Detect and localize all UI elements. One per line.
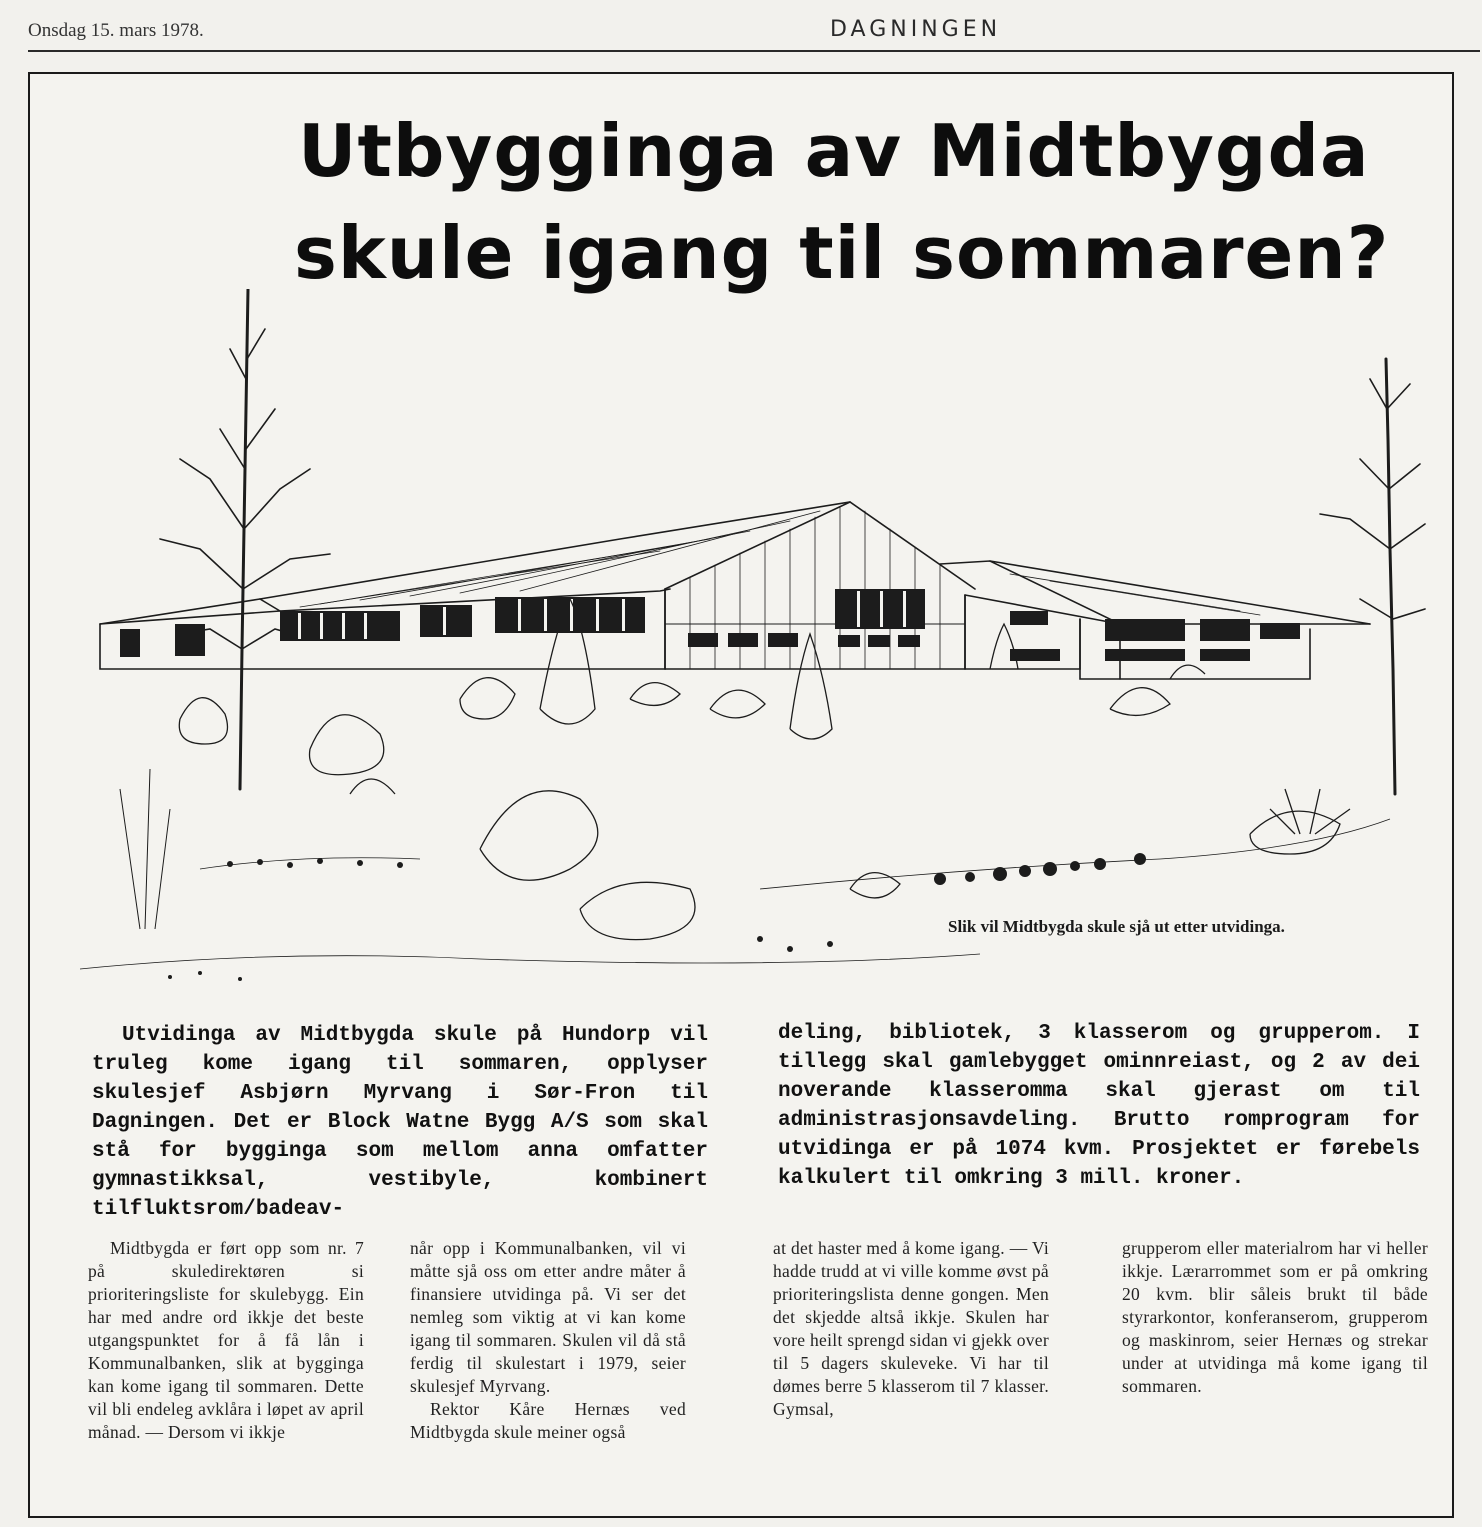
headline xyxy=(294,100,1444,304)
article-frame xyxy=(28,72,1454,1518)
body-column-1: Midtbygda er ført opp som nr. 7 på skuledirektøren si prioriteringsliste for skulebygg. Ein har med andre ord ikkje det beste utgangspunktet for å få lån i Kommunalbanken, slik at bygginga kan kome igang til sommaren. Dette vil bli endeleg avklåra i løpet av april månad. — Dersom vi ikkje xyxy=(88,1238,364,1442)
lede-right: deling, bibliotek, 3 klasserom og grupperom. I tillegg skal gamlebygget ominnreiast, og 2 av dei noverande klasseromma skal gjerast om til administrasjonsavdeling. Brutto romprogram for utvidinga er på 1074 kvm. Prosjektet er førebels kalkulert til omkring 3 mill. kroner. xyxy=(778,1022,1420,1190)
illustration-caption: Slik vil Midtbygda skule sjå ut etter utvidinga. xyxy=(948,917,1285,936)
headline-line-1: Utbygginga av Midtbygda xyxy=(298,109,1370,193)
school-building-sketch-icon xyxy=(60,289,1440,989)
headline-line-2: skule igang til sommaren? xyxy=(294,211,1390,295)
body-column-2 xyxy=(410,1237,686,1444)
lede-left: Utvidinga av Midtbygda skule på Hundorp vil truleg kome igang til sommaren, opplyser skulesjef Asbjørn Myrvang i Sør-Fron til Dagningen. Det er Block Watne Bygg A/S som skal stå for bygginga som mellom anna omfatter gymnastikksal, vestibyle, kombinert tilfluktsrom/badeav- xyxy=(92,1024,708,1221)
body-column-2-paragraph-1: når opp i Kommunalbanken, vil vi måtte sjå oss om etter andre måter å finansiere utvidinga på. Vi ser det nemleg som viktig at vi kan kome igang til sommaren. Skulen vil då stå ferdig til skulestart i 1979, seier skulesjef Myrvang. xyxy=(410,1238,686,1396)
body-column-2-paragraph-2: Rektor Kåre Hernæs ved Midtbygda skule meiner også xyxy=(410,1399,686,1442)
body-column-4: grupperom eller materialrom har vi heller ikkje. Lærarrommet som er på omkring 20 kvm. blir såleis brukt til både styrarkontor, konferanserom, grupperom og maskinrom, seier Hernæs og strekar under at utvidinga må kome igang til sommaren. xyxy=(1122,1238,1428,1396)
newspaper-name: DAGNINGEN xyxy=(830,17,1002,42)
body-column-3: at det haster med å kome igang. — Vi hadde trudd at vi ville komme øvst på prioriteringslista denne gongen. Men det skjedde altså ikkje. Skulen har vore heilt sprengd sidan vi gjekk over til 5 dagers skuleveke. Vi har til dømes berre 5 klasserom til 7 klasser. Gymsal, xyxy=(773,1238,1049,1419)
issue-date: Onsdag 15. mars 1978. xyxy=(28,20,204,41)
masthead xyxy=(28,8,1480,52)
